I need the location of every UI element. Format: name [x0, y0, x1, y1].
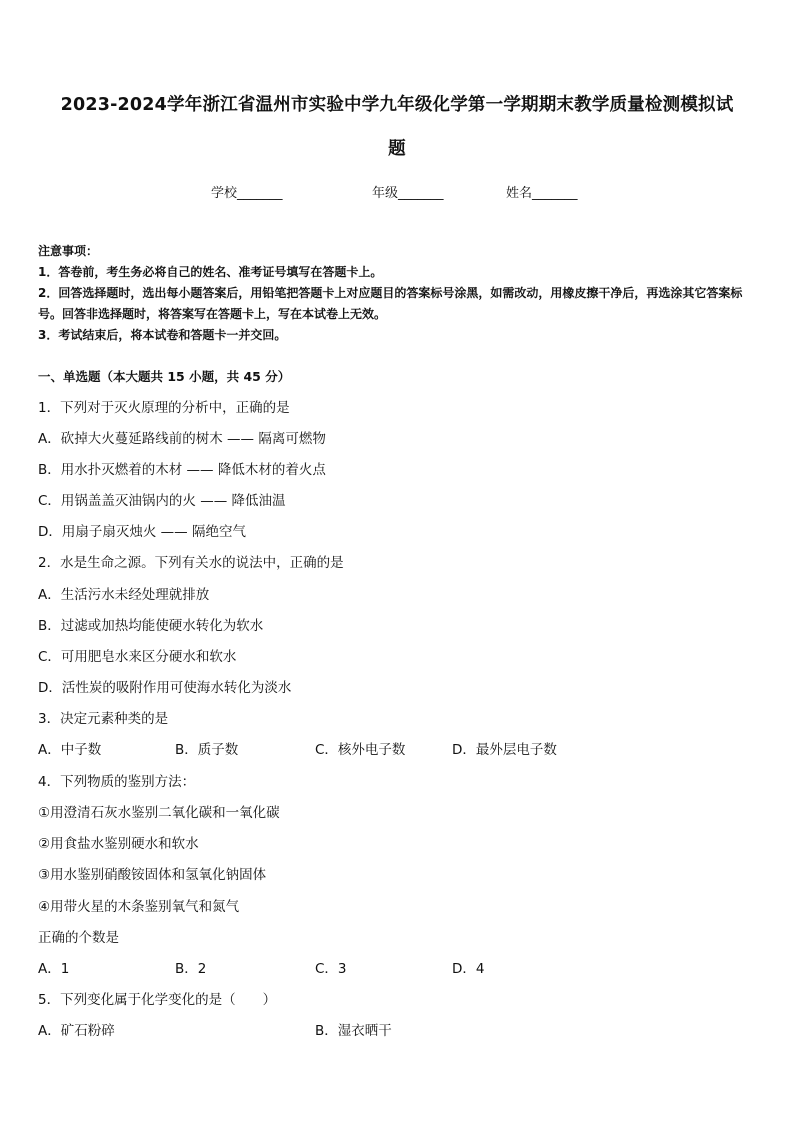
q2-option-a: A．生活污水未经处理就排放 — [38, 587, 210, 603]
q4-option-a: A．1 — [38, 961, 70, 977]
exam-title — [30, 86, 764, 168]
q1-option-d: D．用扇子扇灭烛火 —— 隔绝空气 — [38, 524, 246, 540]
school-field: 学校_______ — [211, 186, 283, 201]
section-heading: 一、单选题（本大题共 15 小题，共 45 分） — [38, 369, 291, 384]
grade-field: 年级_______ — [372, 186, 444, 201]
q4-option-d: D．4 — [452, 961, 485, 977]
q5-stem: 5．下列变化属于化学变化的是（ ） — [38, 992, 277, 1008]
q4-option-b: B．2 — [175, 961, 207, 977]
q3-stem: 3．决定元素种类的是 — [38, 711, 169, 727]
name-field: 姓名_______ — [506, 186, 578, 201]
notice-item: 2．回答选择题时，选出每小题答案后，用铅笔把答题卡上对应题目的答案标号涂黑，如需改动，用橡皮擦干净后，再选涂其它答案标号。回答非选择题时，将答案写在答题卡上，写在本试卷上无效。 — [38, 286, 743, 321]
q1-option-a: A．砍掉大火蔓延路线前的树木 —— 隔离可燃物 — [38, 431, 326, 447]
q4-item: ①用澄清石灰水鉴别二氧化碳和一氧化碳 — [38, 805, 280, 821]
q4-stem: 4．下列物质的鉴别方法： — [38, 774, 196, 790]
student-info-row — [0, 182, 794, 202]
q1-option-c: C．用锅盖盖灭油锅内的火 —— 降低油温 — [38, 493, 286, 509]
q4-ask: 正确的个数是 — [38, 930, 119, 946]
q2-option-c: C．可用肥皂水来区分硬水和软水 — [38, 649, 237, 665]
notice-block — [38, 241, 760, 346]
q2-option-d: D．活性炭的吸附作用可使海水转化为淡水 — [38, 680, 292, 696]
notice-item: 3．考试结束后，将本试卷和答题卡一并交回。 — [38, 328, 287, 342]
title-line-1: 2023-2024学年浙江省温州市实验中学九年级化学第一学期期末教学质量检测模拟试 — [60, 95, 734, 115]
q3-option-c: C．核外电子数 — [315, 742, 406, 758]
q1-stem: 1．下列对于灭火原理的分析中，正确的是 — [38, 400, 290, 416]
q5-option-a: A．矿石粉碎 — [38, 1023, 115, 1039]
q4-option-c: C．3 — [315, 961, 347, 977]
q5-option-b: B．湿衣晒干 — [315, 1023, 392, 1039]
q4-item: ④用带火星的木条鉴别氧气和氮气 — [38, 899, 240, 915]
q3-option-a: A．中子数 — [38, 742, 102, 758]
q1-option-b: B．用水扑灭燃着的木材 —— 降低木材的着火点 — [38, 462, 326, 478]
notice-item: 1．答卷前，考生务必将自己的姓名、准考证号填写在答题卡上。 — [38, 265, 383, 279]
q2-option-b: B．过滤或加热均能使硬水转化为软水 — [38, 618, 264, 634]
q4-item: ③用水鉴别硝酸铵固体和氢氧化钠固体 — [38, 867, 267, 883]
notice-heading: 注意事项： — [38, 244, 99, 258]
title-line-2: 题 — [388, 139, 406, 159]
q2-stem: 2．水是生命之源。下列有关水的说法中，正确的是 — [38, 555, 344, 571]
q3-option-d: D．最外层电子数 — [452, 742, 557, 758]
q3-option-b: B．质子数 — [175, 742, 239, 758]
q4-item: ②用食盐水鉴别硬水和软水 — [38, 836, 199, 852]
